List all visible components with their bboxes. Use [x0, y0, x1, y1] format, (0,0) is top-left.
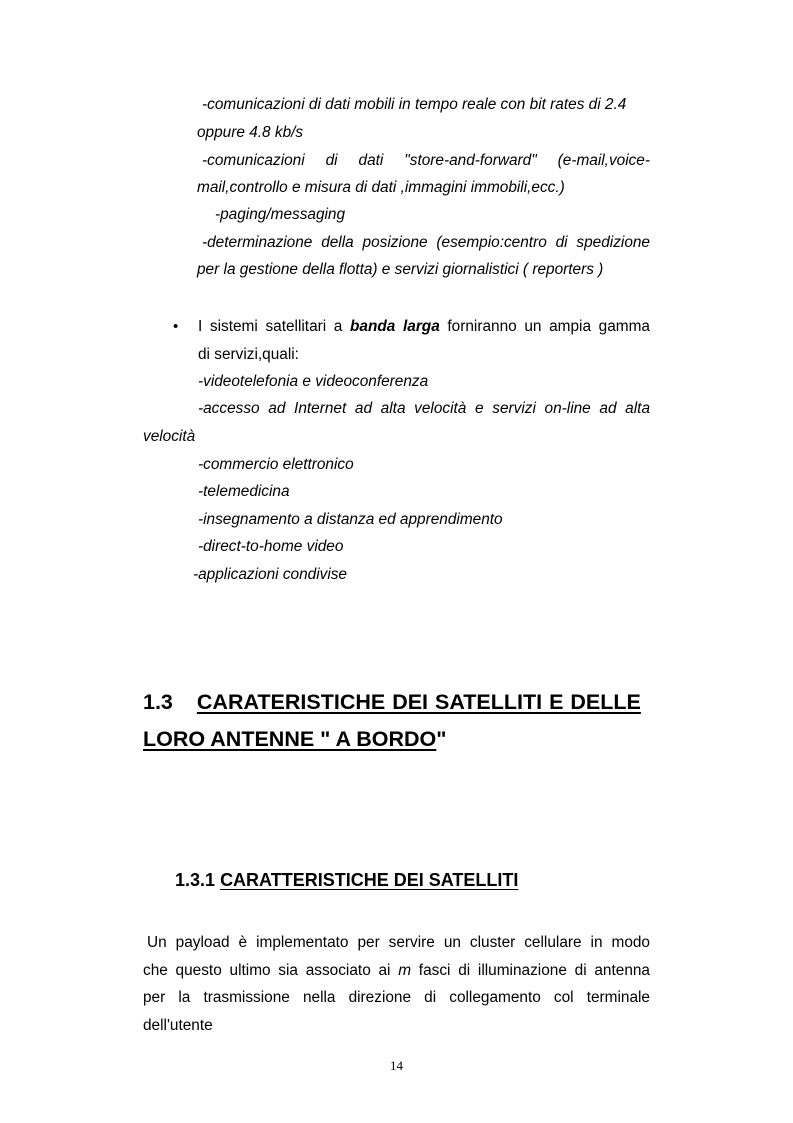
- broadband-bold-term: banda larga: [350, 318, 440, 335]
- service-position-line2: per la gestione della flotta) e servizi giornalistici ( reporters ): [197, 261, 604, 278]
- service-position-line1: -determinazione della posizione (esempio:centro di spedizione: [202, 234, 650, 251]
- broadband-dth-video: -direct-to-home video: [198, 538, 344, 555]
- payload-line2: [143, 961, 650, 981]
- section-1-3-1-heading: [175, 868, 518, 892]
- section-1-3-title-line2: LORO ANTENNE " A BORDO: [143, 727, 437, 751]
- service-store-forward-line1: -comunicazioni di dati "store-and-forward" (e-mail,voice-: [202, 152, 650, 169]
- bullet-marker: •: [173, 318, 179, 335]
- section-1-3-heading-line1: [143, 688, 641, 716]
- payload-line2-pre: che questo ultimo sia associato ai: [143, 962, 399, 979]
- payload-variable-m: m: [398, 962, 412, 979]
- page-number: 14: [390, 1058, 403, 1073]
- service-store-forward-line2: mail,controllo e misura di dati ,immagini immobili,ecc.): [197, 179, 565, 196]
- broadband-internet-line2: velocità: [143, 428, 196, 445]
- broadband-intro-line2: di servizi,quali:: [198, 346, 299, 363]
- broadband-intro-pre: I sistemi satellitari a: [198, 318, 351, 335]
- broadband-internet-line1: -accesso ad Internet ad alta velocità e servizi on-line ad alta: [198, 400, 650, 417]
- broadband-shared-apps: -applicazioni condivise: [193, 566, 347, 583]
- section-1-3-1-title: CARATTERISTICHE DEI SATELLITI: [220, 870, 519, 890]
- service-paging: -paging/messaging: [215, 206, 346, 223]
- broadband-intro-post: forniranno un ampia gamma: [439, 318, 650, 335]
- broadband-ecommerce: -commercio elettronico: [198, 456, 354, 473]
- section-1-3-heading-line2: [143, 725, 446, 753]
- payload-line1: Un payload è implementato per servire un cluster cellulare in modo: [147, 934, 650, 951]
- payload-line2-post: fasci di illuminazione di antenna: [411, 962, 650, 979]
- broadband-intro-line1: [198, 317, 650, 337]
- service-realtime-line1: -comunicazioni di dati mobili in tempo reale con bit rates di 2.4: [202, 96, 627, 113]
- section-1-3-number: 1.3: [143, 690, 173, 714]
- section-1-3-title-line1: CARATERISTICHE DEI SATELLITI E DELLE: [196, 690, 641, 714]
- broadband-distance-learning: -insegnamento a distanza ed apprendimento: [198, 511, 503, 528]
- service-realtime-line2: oppure 4.8 kb/s: [197, 124, 304, 141]
- section-1-3-title-quote: ": [436, 727, 447, 751]
- section-1-3-1-number: 1.3.1: [175, 870, 216, 890]
- broadband-telemedicine: -telemedicina: [198, 483, 290, 500]
- payload-line4: dell'utente: [143, 1017, 213, 1034]
- payload-line3: per la trasmissione nella direzione di collegamento col terminale: [143, 989, 650, 1006]
- broadband-videotelephony: -videotelefonia e videoconferenza: [198, 373, 429, 390]
